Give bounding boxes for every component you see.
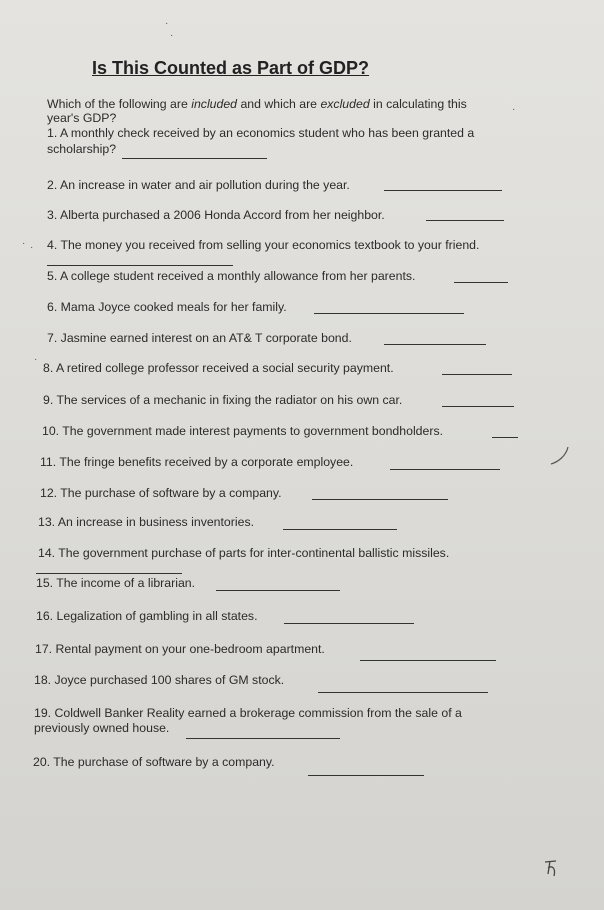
intro-line-2: year's GDP? [47,111,117,125]
question-7: 7. Jasmine earned interest on an AT& T corporate bond. [47,331,352,345]
answer-blank-16[interactable] [284,623,414,624]
question-17: 17. Rental payment on your one-bedroom apartment. [35,642,325,656]
question-8: 8. A retired college professor received a social security payment. [43,361,394,375]
answer-blank-19[interactable] [186,738,340,739]
answer-blank-15[interactable] [216,590,340,591]
answer-blank-9[interactable] [442,406,514,407]
answer-blank-13[interactable] [283,529,397,530]
answer-blank-12[interactable] [312,499,448,500]
question-3: 3. Alberta purchased a 2006 Honda Accord from her neighbor. [47,208,385,222]
answer-blank-7[interactable] [384,344,486,345]
pencil-scribble-icon [542,856,562,880]
answer-blank-6[interactable] [314,313,464,314]
question-18: 18. Joyce purchased 100 shares of GM stock. [34,673,285,687]
question-1-line-1: 1. A monthly check received by an economics student who has been granted a [47,126,475,140]
question-5: 5. A college student received a monthly allowance from her parents. [47,269,416,283]
scan-speck: · [34,354,38,365]
answer-blank-8[interactable] [442,374,512,375]
answer-blank-20[interactable] [308,775,424,776]
intro-included: included [191,97,238,111]
question-19-line-2: previously owned house. [34,721,170,735]
answer-blank-1[interactable] [122,158,267,159]
intro-text: in calculating this [369,97,467,111]
answer-blank-4[interactable] [47,265,233,266]
question-12: 12. The purchase of software by a company. [40,486,282,500]
scan-speck: · [30,242,34,253]
worksheet-title: Is This Counted as Part of GDP? [92,58,370,78]
question-11: 11. The fringe benefits received by a corporate employee. [40,455,354,469]
answer-blank-10[interactable] [492,437,518,438]
intro-text: Which of the following are [47,97,192,111]
question-13: 13. An increase in business inventories. [38,515,255,529]
answer-blank-11[interactable] [390,469,500,470]
question-6: 6. Mama Joyce cooked meals for her family. [47,300,287,314]
question-9: 9. The services of a mechanic in fixing the radiator on his own car. [43,393,403,407]
question-10: 10. The government made interest payments to government bondholders. [42,424,444,438]
answer-blank-3[interactable] [426,220,504,221]
intro-line-1 [47,97,467,111]
question-2: 2. An increase in water and air pollution during the year. [47,178,350,192]
question-14: 14. The government purchase of parts for inter-continental ballistic missiles. [38,546,450,560]
question-1-line-2: scholarship? [47,142,117,156]
intro-text: and which are [237,97,321,111]
scan-speck: · [22,238,26,249]
scan-speck: · [170,30,174,41]
question-4: 4. The money you received from selling your economics textbook to your friend. [47,238,480,252]
scan-speck: · [512,104,516,115]
pencil-checkmark-icon [548,444,572,468]
question-19-line-1: 19. Coldwell Banker Reality earned a brokerage commission from the sale of a [34,706,462,720]
answer-blank-2[interactable] [384,190,502,191]
question-20: 20. The purchase of software by a company. [33,755,275,769]
answer-blank-17[interactable] [360,660,496,661]
question-16: 16. Legalization of gambling in all states. [36,609,258,623]
intro-excluded: excluded [320,97,370,111]
answer-blank-14[interactable] [36,573,182,574]
question-15: 15. The income of a librarian. [36,576,196,590]
scan-speck: · [165,18,169,29]
answer-blank-18[interactable] [318,692,488,693]
answer-blank-5[interactable] [454,282,508,283]
